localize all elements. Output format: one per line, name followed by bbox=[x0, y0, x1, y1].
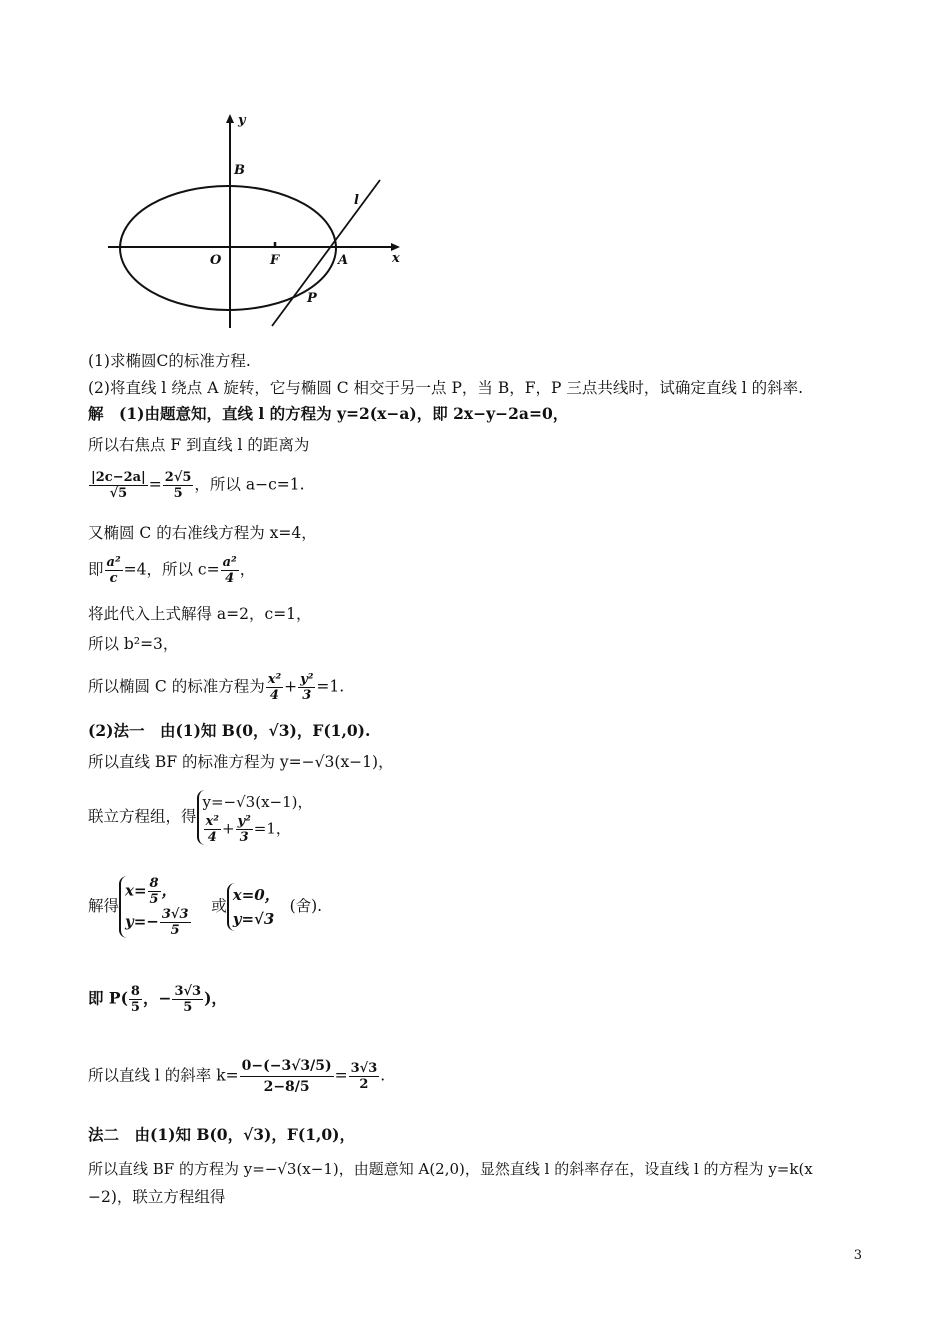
fraction-distance: $\frac{|2c-2a|}{√5}$ bbox=[91, 470, 146, 501]
label-A: A bbox=[338, 253, 349, 268]
label-B: B bbox=[234, 163, 245, 178]
line-l bbox=[272, 180, 380, 326]
method1-line-2: 所以直线 BF 的标准方程为 y=−√3(x−1)， bbox=[88, 753, 394, 771]
label-l: l bbox=[354, 193, 359, 208]
method1-point-P: 即 P( $\frac{8}{5}$ ，− $\frac{3√3}{5}$ )， bbox=[88, 984, 227, 1015]
label-F: F bbox=[270, 253, 280, 268]
method1-system: 联立方程组，得y=−√3(x−1)， $\frac{\text{x²}}{4}$ + $\frac{\text{y²}}{3}$ =1， bbox=[88, 790, 313, 845]
question-1: (1)求椭圆C的标准方程. bbox=[88, 352, 251, 370]
page-number: 3 bbox=[853, 1248, 862, 1263]
solution-line-5: 即 $\frac{\text{a²}}{c}$ =4，所以 c= $\frac{\text{a²}}{4}$ ， bbox=[88, 555, 256, 586]
label-x: x bbox=[392, 251, 400, 266]
method1-slope: 所以直线 l 的斜率 k= $\frac{0-(-3√3/5)}{2-8/5}$ = $\frac{3√3}{2}$ . bbox=[88, 1058, 386, 1095]
question-2: (2)将直线 l 绕点 A 旋转，它与椭圆 C 相交于另一点 P，当 B，F，P 三点共线时，试确定直线 l 的斜率. bbox=[88, 379, 804, 397]
fraction-value: $\frac{2√5}{5}$ bbox=[164, 470, 192, 501]
ellipse-figure bbox=[100, 108, 410, 338]
y-axis-arrow-icon bbox=[226, 114, 234, 123]
solution-line-1: 解 (1)由题意知，直线 l 的方程为 y=2(x−a)，即 2x−y−2a=0， bbox=[88, 404, 569, 423]
solution-line-3: $\frac{|2c-2a|}{√5}$ = $\frac{2√5}{5}$ ，所以 a−c=1. bbox=[91, 470, 305, 501]
label-y: y bbox=[238, 113, 246, 128]
x-axis-arrow-icon bbox=[391, 243, 400, 251]
label-O: O bbox=[210, 253, 222, 268]
label-P: P bbox=[307, 291, 317, 306]
solution-line-6: 将此代入上式解得 a=2，c=1， bbox=[88, 605, 312, 623]
method1-line-1: (2)法一 由(1)知 B(0，√3)，F(1,0). bbox=[88, 721, 371, 740]
solution-line-8: 所以椭圆 C 的标准方程为 $\frac{\text{x²}}{4}$ + $\frac{\text{y²}}{3}$ =1. bbox=[88, 672, 345, 703]
solution-line-7: 所以 b²=3， bbox=[88, 635, 179, 653]
method1-solutions: 解得x= $\frac{8}{5}$ ， y=− $\frac{3√3}{5}$ 或x=0， y=√3 (舍). bbox=[88, 876, 323, 938]
method2-line-1: 法二 由(1)知 B(0，√3)，F(1,0)， bbox=[88, 1125, 356, 1144]
solution-line-4: 又椭圆 C 的右准线方程为 x=4， bbox=[88, 524, 317, 542]
method2-line-3: −2)，联立方程组得 bbox=[88, 1188, 226, 1206]
solution-line-2: 所以右焦点 F 到直线 l 的距离为 bbox=[88, 436, 310, 454]
method2-line-2: 所以直线 BF 的方程为 y=−√3(x−1)，由题意知 A(2,0)，显然直线 l 的斜率存在，设直线 l 的方程为 y=k(x bbox=[88, 1160, 813, 1178]
